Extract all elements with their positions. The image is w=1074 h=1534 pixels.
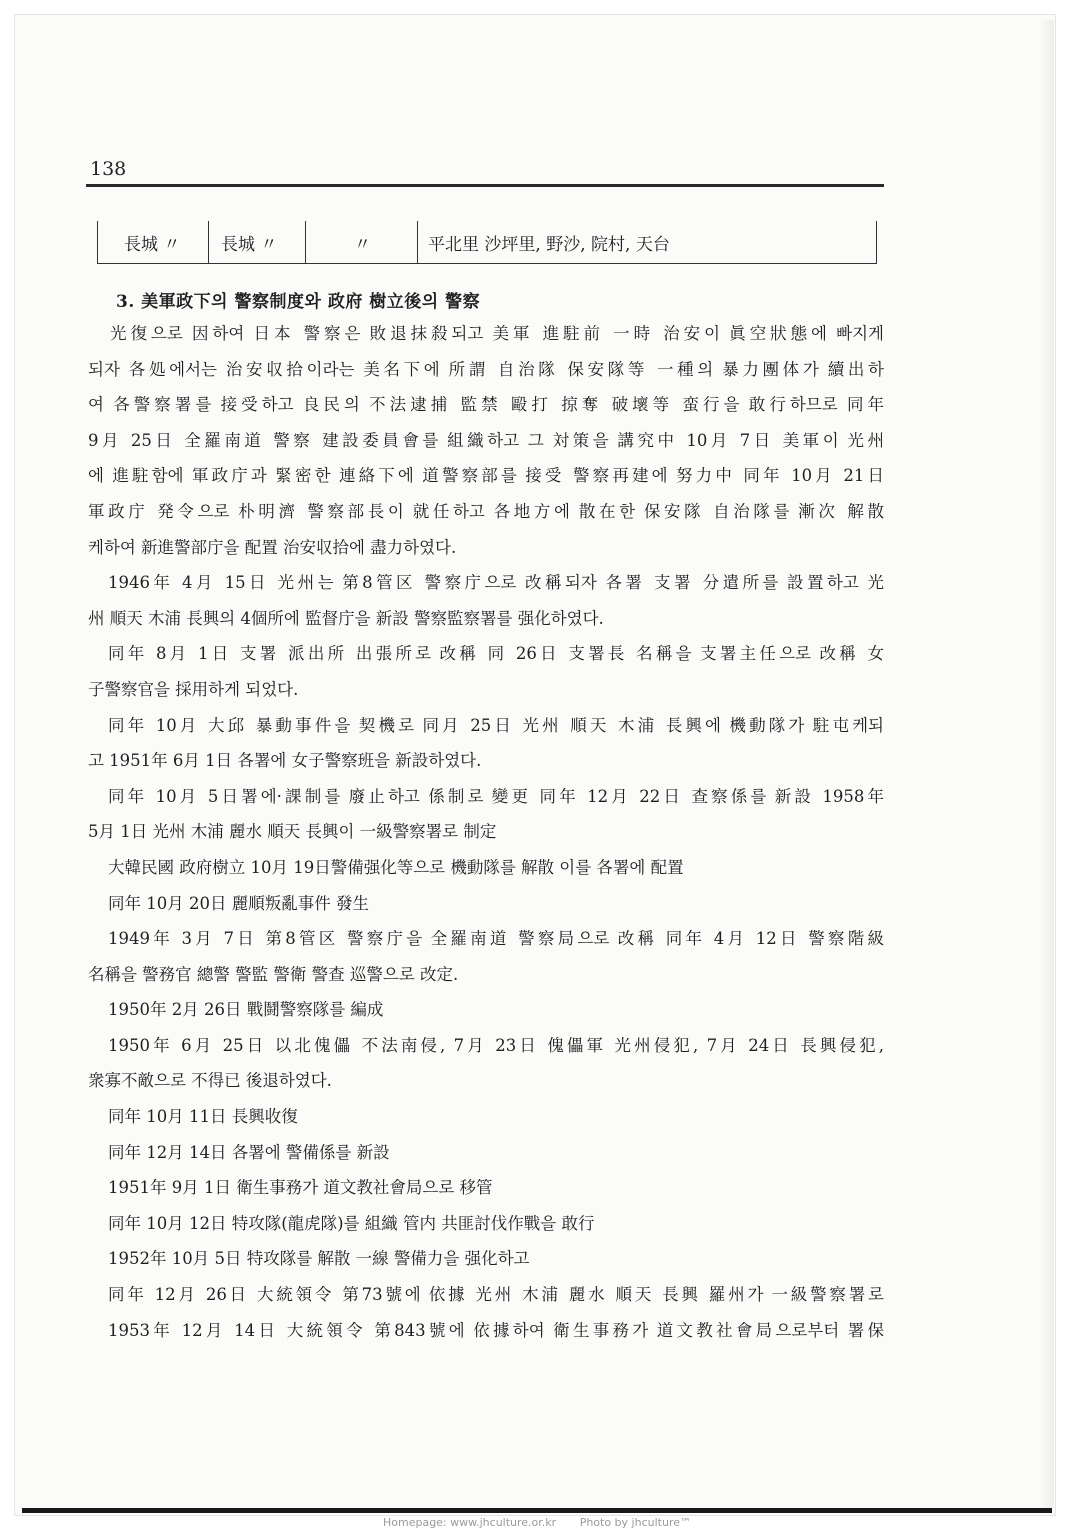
text-line: 同年 10月 11日 長興收復	[108, 1107, 298, 1127]
footer-homepage: Homepage: www.jhculture.or.kr	[382, 1516, 557, 1529]
text-line: 同年 10月 5日署에·課制를 廢止하고 係制로 變更 同年 12月 22日 查察係를 新設 1958年	[108, 786, 884, 806]
text-line: 光復으로 因하여 日本 警察은 敗退抹殺되고 美軍 進駐前 一時 治安이 眞空狀態에 빠지게	[110, 324, 884, 343]
bottom-rule	[22, 1508, 1052, 1513]
text-line: 同年 12月 14日 各署에 警備係를 新設	[108, 1142, 390, 1162]
text-line: 同年 8月 1日 支署 派出所 出張所로 改稱 同 26日 支署長 名稱을 支署主任으로 改稱 女	[108, 644, 884, 664]
text-line: 5月 1日 光州 木浦 麗水 順天 長興이 一級警察署로 制定	[88, 822, 497, 842]
text-line: 子警察官을 採用하게 되었다.	[88, 679, 299, 699]
text-line: 1953年 12月 14日 大統領令 第843號에 依據하여 衛生事務가 道文教社會局으로부터 署保	[108, 1320, 884, 1340]
text-line: 고 1951年 6月 1日 各署에 女子警察班을 新設하였다.	[88, 751, 482, 771]
table-cell-villages: 平北里 沙坪里, 野沙, 院村, 天台	[428, 234, 670, 255]
text-line: 에 進駐함에 軍政庁과 緊密한 連絡下에 道警察部를 接受 警察再建에 努力中 同年 10月 21日	[88, 466, 884, 486]
binding-shadow	[1040, 20, 1054, 1508]
table-cell-office: 長城 〃	[209, 221, 306, 263]
table-cell-region: 長城 〃	[98, 221, 209, 263]
footer	[0, 1516, 1074, 1529]
section-heading: 3. 美軍政下의 警察制度와 政府 樹立後의 警察	[116, 292, 481, 312]
text-line: 大韓民國 政府樹立 10月 19日警備强化等으로 機動隊를 解散 이를 各署에 配置	[108, 857, 684, 877]
text-line: 1952年 10月 5日 特攻隊를 解散 一線 警備力을 强化하고	[108, 1249, 530, 1269]
table-cell-ditto: 〃	[306, 221, 418, 263]
footer-photo-credit: Photo by jhculture™	[579, 1516, 691, 1529]
text-line: 同年 10月 12日 特攻隊(龍虎隊)를 組織 管内 共匪討伐作戰을 敢行	[108, 1213, 595, 1233]
text-line: 1951年 9月 1日 衛生事務가 道文教社會局으로 移管	[108, 1178, 493, 1198]
text-line: 同年 10月 20日 麗順叛亂事件 發生	[108, 893, 369, 913]
text-line: 同年 12月 26日 大統領令 第73號에 依據 光州 木浦 麗水 順天 長興 羅州가 一級警察署로	[108, 1285, 884, 1305]
text-line: 되자 各処에서는 治安収拾이라는 美名下에 所謂 自治隊 保安隊等 一種의 暴力團体가 續出하	[88, 359, 884, 379]
text-line: 여 各警察署를 接受하고 良民의 不法逮捕 監禁 毆打 掠奪 破壞等 蛮行을 敢行하므로 同年	[88, 395, 884, 415]
text-line: 軍政庁 発令으로 朴明濟 警察部長이 就任하고 各地方에 散在한 保安隊 自治隊를 漸次 解散	[88, 501, 884, 521]
page-number: 138	[90, 158, 127, 180]
body-text	[88, 316, 884, 1348]
continued-table-row	[97, 221, 877, 264]
text-line: 1946年 4月 15日 光州는 第8管区 警察庁으로 改稱되자 各署 支署 分遣所를 設置하고 光	[108, 573, 884, 593]
text-line: 名稱을 警務官 總警 警監 警衛 警查 巡警으로 改定.	[88, 964, 459, 984]
text-line: 케하여 新進警部庁을 配置 治安収拾에 盡力하였다.	[88, 537, 457, 557]
header-rule	[86, 184, 884, 187]
text-line: 州 順天 木浦 長興의 4個所에 監督庁을 新設 警察監察署를 强化하였다.	[88, 608, 604, 628]
text-line: 1950年 2月 26日 戰鬪警察隊를 編成	[108, 1000, 384, 1020]
text-line: 9月 25日 全羅南道 警察 建設委員會를 組織하고 그 対策을 講究中 10月 7日 美軍이 光州	[88, 430, 884, 450]
text-line: 同年 10月 大邱 暴動事件을 契機로 同月 25日 光州 順天 木浦 長興에 機動隊가 駐屯케되	[108, 715, 884, 735]
text-line: 1950年 6月 25日 以北傀儡 不法南侵, 7月 23日 傀儡軍 光州侵犯, 7月 24日 長興侵犯,	[108, 1035, 884, 1055]
text-line: 衆寡不敵으로 不得已 後退하였다.	[88, 1071, 332, 1091]
text-line: 1949年 3月 7日 第8管区 警察庁을 全羅南道 警察局으로 改稱 同年 4月 12日 警察階級	[108, 929, 884, 949]
